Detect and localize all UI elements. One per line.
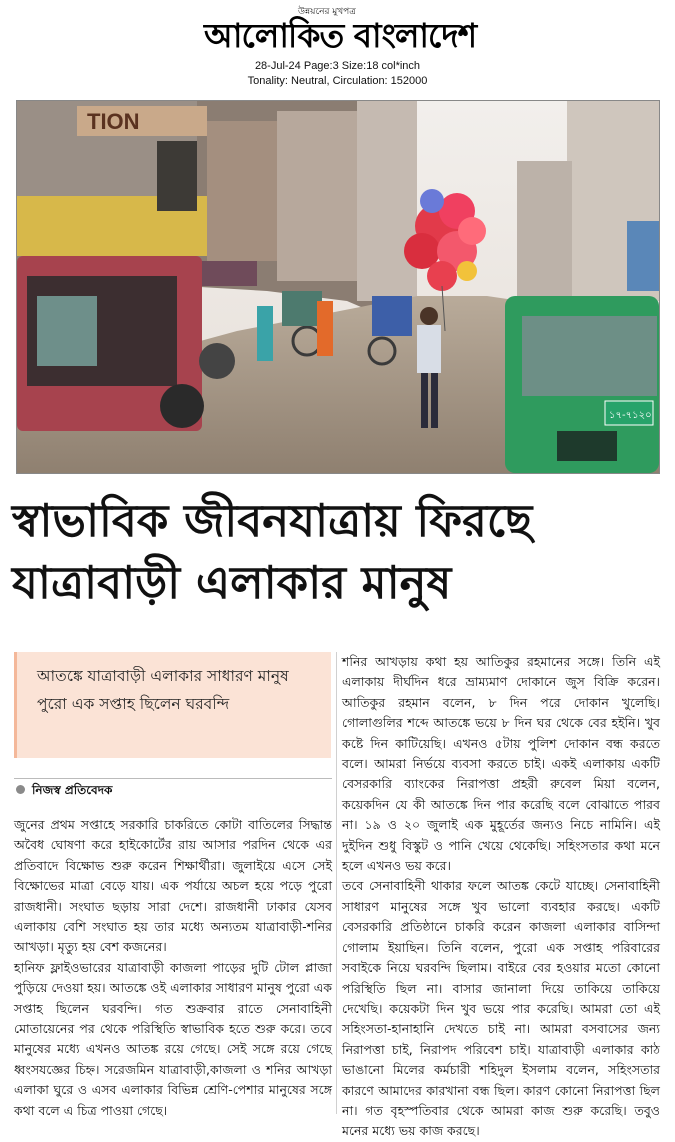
headline-line-2: যাত্রাবাড়ী এলাকার মানুষ (12, 556, 452, 609)
shop-sign-text: TION (87, 109, 140, 134)
headline-line-1: স্বাভাবিক জীবনযাত্রায় ফিরছে (12, 494, 533, 547)
article-paragraph: হানিফ ফ্লাইওভারের যাত্রাবাড়ী কাজলা পাড়ের দুটি টোল প্লাজা পুড়িয়ে দেওয়া হয়। আতঙ্কে ওই এলাকার সাধারণ মানুষ পুরো এক সপ্তাহ ছিলেন ঘরবন্দি। গত শুক্রবার রাতে সেনাবাহিনী মোতায়েনের পর থেকে পরিস্থিতি স্বাভাবিক হতে শুরু করে। তবে মানুষের মধ্যে এখনও আতঙ্ক রয়ে গেছে। সেই সঙ্গে রয়ে গেছে ধ্বংসযজ্ঞের চিহ্ন। সরেজমিন যাত্রাবাড়ী,কাজলা ও শনির আখড়া এলাকা ঘুরে ও এসব এলাকার বিভিন্ন শ্রেণি-পেশার মানুষের সঙ্গে কথা বলে এ চিত্র পাওয়া গেছে। (14, 959, 332, 1118)
article-paragraph: জুনের প্রথম সপ্তাহে সরকারি চাকরিতে কোটা বাতিলের সিদ্ধান্ত অবৈধ ঘোষণা করে হাইকোর্টের রায় আসার পরদিন থেকে এর প্রতিবাদে বিক্ষোভ শুরু করেন শিক্ষার্থীরা। জুলাইয়ে এসে সেই বিক্ষোভের মাত্রা বেড়ে যায়। এক পর্যায়ে অচল হয়ে পড়ে পুরো রাজধানী। সংঘাত ছড়ায় সারা দেশে। রাজধানী ঢাকার যেসব এলাকায় বেশি সংঘাত হয় তার মধ্যে অন্যতম যাত্রাবাড়ী-শনির আখড়া। মৃত্যু হয় বেশ কজনের। (14, 817, 332, 955)
article-column-2 (342, 652, 660, 1142)
byline (14, 778, 332, 797)
street-photo (16, 100, 660, 474)
article-paragraph: তবে সেনাবাহিনী থাকার ফলে আতঙ্ক কেটে যাচ্ছে। সেনাবাহিনী সাধারণ মানুষের সঙ্গে খুব ভালো ব্যবহার করছে। একটি বেসরকারি প্রতিষ্ঠানে চাকরি করেন কাজলা এলাকার বাসিন্দা গোলাম ইয়াছিন। তিনি বলেন, পুরো এক সপ্তাহ পরিবারের সবাইকে নিয়ে ঘরবন্দি ছিলাম। বাইরে বের হওয়ার মতো কোনো পরিস্থিতি ছিল না। বাসার জানালা দিয়ে তাকিয়ে তাকিয়ে দেখেছি। কয়েকটা দিন খুব ভয়ে পার করেছি। আমরা তো এই সহিংসতা-হানাহানি দেখতে চাই না। আমরা বসবাসের জন্য নিরাপত্তা চাই, নিরাপদ পরিবেশ চাই। যাত্রাবাড়ী এলাকার কাঠ ভাঙানো মিলের কর্মচারী শহিদুল ইসলাম বলেন, সহিংসতার কারণে আমাদের কারখানা বন্ধ ছিল। কারণ কোনো নিরাপত্তা ছিল না। গত বৃহস্পতিবার থেকে আমরা কাজ শুরু করেছি। তবুও মনের মধ্যে ভয় কাজ করছে। (342, 878, 660, 1139)
autorickshaw-right (505, 296, 659, 473)
byline-text: নিজস্ব প্রতিবেদক (32, 783, 113, 797)
masthead-slogan: উন্নয়নের মুখপত্র (298, 7, 356, 17)
number-plate: ১৭-৭১২০ (609, 410, 652, 421)
bullet-icon (16, 785, 25, 794)
column-divider (336, 652, 337, 1114)
article-paragraph: শনির আখড়ায় কথা হয় আতিকুর রহমানের সঙ্গে। তিনি এই এলাকায় দীর্ঘদিন ধরে ভ্রাম্যমাণ দোকানে জুস বিক্রি করেন। আতিকুর রহমান বলেন, ৮ দিন পরে দোকান খুলেছি। গোলাগুলির শব্দে আতঙ্কে ভয়ে ৮ দিন ঘর থেকে বের হইনি। খুব কষ্টে দিন কাটিয়েছি। এখনও ৫টায় পুলিশ দোকান বন্ধ করতে বলে। আমরা নির্ভয়ে ব্যবসা করতে চাই। একই এলাকায় একটি বেসরকারি ব্যাংকের নিরাপত্তা প্রহরী রুবেল মিয়া বলেন, কয়েকদিন যে কী আতঙ্কে দিন পার করেছি বলে বোঝাতে পারব না। ১৯ ও ২০ জুলাই এক মুহূর্তের জন্যও নিচে নামিনি। এই দুইদিন শুধু বিস্কুট ও পানি খেয়ে থেকেছি। সহিংসতার কথা মনে হলে এখনও ভয় করে। (342, 654, 660, 874)
masthead (0, 0, 675, 95)
clipping-stats: Tonality: Neutral, Circulation: 152000 (247, 75, 428, 87)
deck-box (14, 652, 331, 758)
headline (12, 490, 662, 614)
article-column-1 (14, 815, 332, 1121)
deck-text: আতঙ্কে যাত্রাবাড়ী এলাকার সাধারণ মানুষ পুরো এক সপ্তাহ ছিলেন ঘরবন্দি (37, 667, 289, 713)
newspaper-logo: আলোকিত বাংলাদেশ (204, 16, 477, 55)
clipping-info: 28-Jul-24 Page:3 Size:18 col*inch (254, 60, 421, 72)
